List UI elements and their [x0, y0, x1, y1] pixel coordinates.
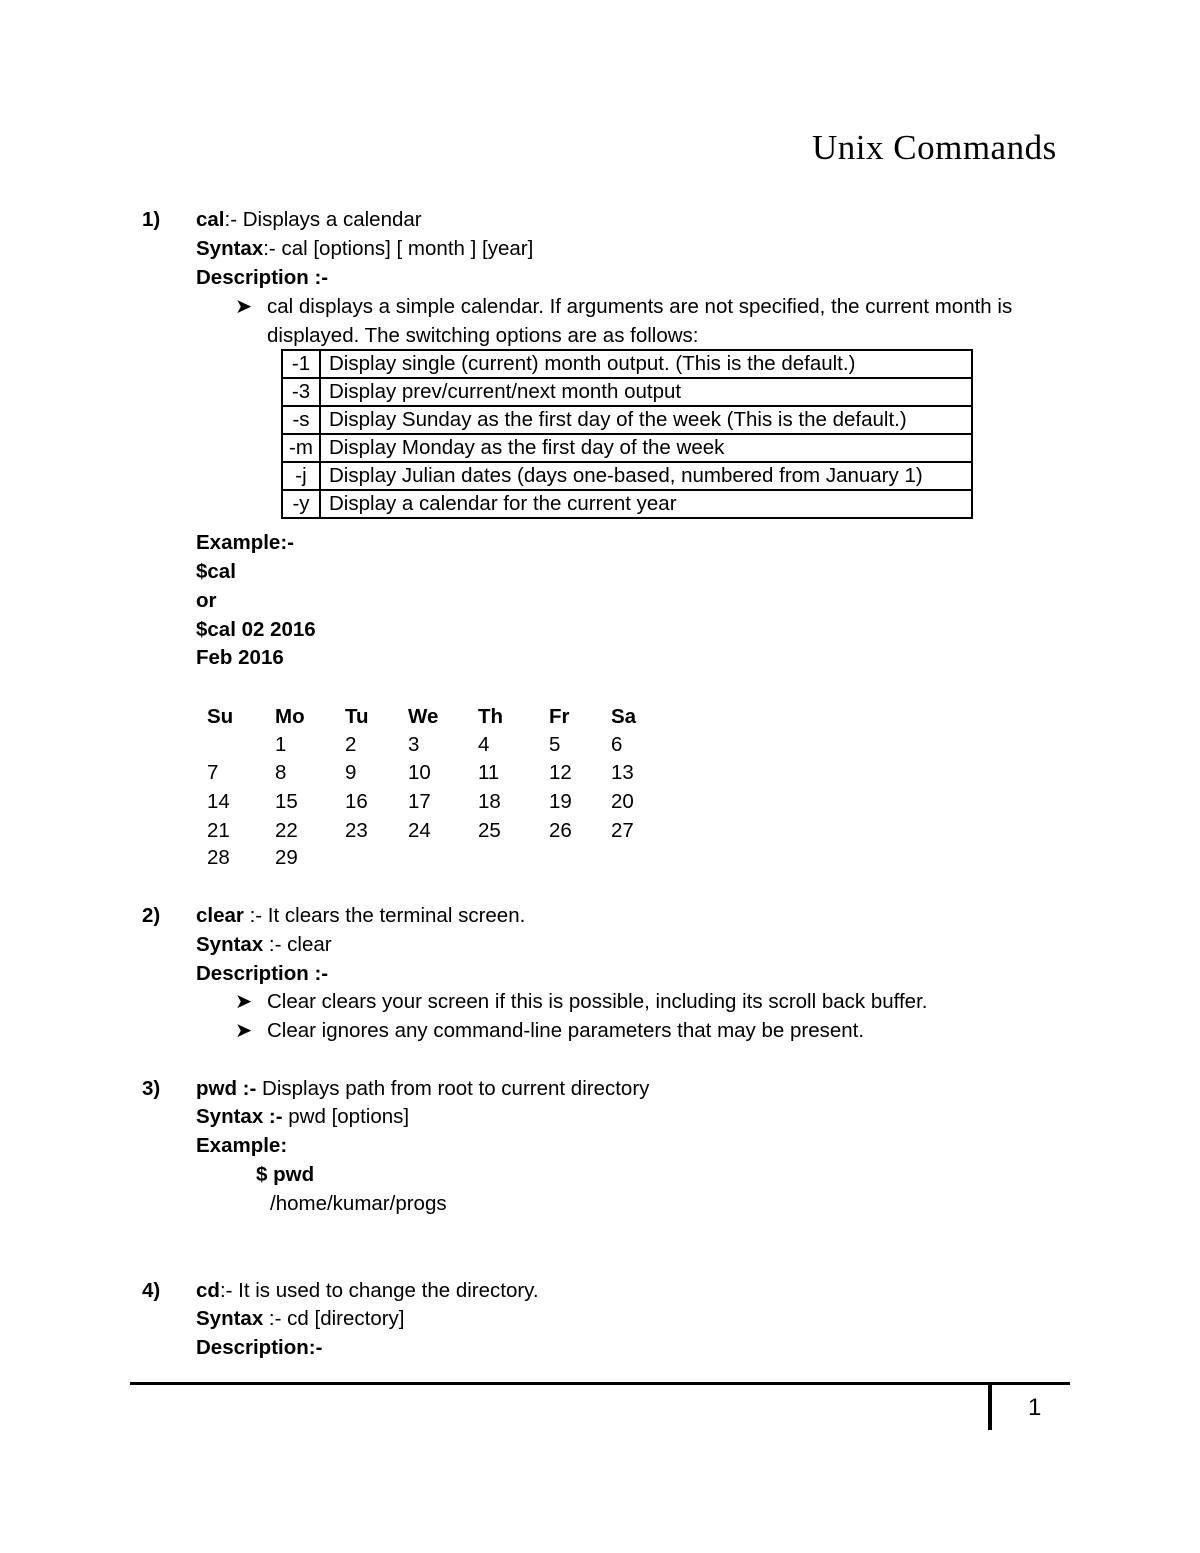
table-row — [282, 350, 972, 378]
syntax-text: pwd [options] — [282, 1105, 410, 1128]
example-line: $cal 02 2016 — [196, 618, 316, 641]
cal-heading — [196, 205, 422, 234]
calendar-day: 3 — [408, 733, 420, 756]
calendar-day: 19 — [549, 790, 572, 813]
calendar-day: 15 — [275, 790, 298, 813]
syntax-text: :- cd [directory] — [263, 1307, 405, 1330]
calendar-day: 1 — [275, 733, 287, 756]
pwd-command: $ pwd — [256, 1163, 315, 1186]
example-line: $cal — [196, 560, 236, 583]
syntax-text: :- clear — [263, 933, 332, 956]
syntax-label: Syntax — [196, 237, 264, 260]
cal-desc: :- Displays a calendar — [224, 208, 422, 231]
arrow-bullet-icon: ➤ — [235, 295, 253, 318]
calendar-day: 29 — [275, 846, 298, 869]
option-text: Display Monday as the first day of the week — [320, 434, 972, 462]
calendar-day: 14 — [207, 790, 230, 813]
footer-divider — [130, 1382, 1070, 1385]
calendar-day: 6 — [611, 733, 623, 756]
option-text: Display single (current) month output. (This is the default.) — [320, 350, 972, 378]
calendar-header: We — [408, 705, 439, 728]
option-flag: -s — [282, 406, 320, 434]
table-row — [282, 490, 972, 518]
calendar-header: Sa — [611, 705, 637, 728]
calendar-day: 7 — [207, 761, 219, 784]
cal-bullet-line2: displayed. The switching options are as follows: — [267, 324, 699, 347]
cal-syntax — [196, 234, 533, 263]
page-title: Unix Commands — [812, 128, 1057, 167]
syntax-text: :- cal [options] [ month ] [year] — [263, 237, 534, 260]
pwd-name: pwd :- — [196, 1077, 257, 1100]
cd-name: cd — [196, 1279, 220, 1302]
calendar-day: 4 — [478, 733, 490, 756]
cal-example-label: Example:- — [196, 531, 294, 554]
table-row — [282, 406, 972, 434]
clear-desc: :- It clears the terminal screen. — [243, 904, 526, 927]
option-text: Display Julian dates (days one-based, numbered from January 1) — [320, 462, 972, 490]
cal-bullet-line1: cal displays a simple calendar. If arguments are not specified, the current month is — [267, 295, 1013, 318]
calendar-day: 28 — [207, 846, 230, 869]
calendar-day: 2 — [345, 733, 357, 756]
section-number-cd: 4) — [142, 1279, 161, 1302]
example-line: or — [196, 589, 217, 612]
calendar-day: 12 — [549, 761, 572, 784]
option-flag: -1 — [282, 350, 320, 378]
cal-description-label: Description :- — [196, 266, 329, 289]
calendar-header: Th — [478, 705, 504, 728]
options-table — [281, 349, 973, 519]
pwd-output: /home/kumar/progs — [270, 1192, 447, 1215]
section-number-pwd: 3) — [142, 1077, 161, 1100]
footer-vertical-bar — [988, 1385, 992, 1430]
calendar-day: 10 — [408, 761, 431, 784]
arrow-bullet-icon: ➤ — [235, 990, 253, 1013]
cd-syntax — [196, 1304, 405, 1333]
syntax-label: Syntax — [196, 1307, 264, 1330]
cd-description-label: Description:- — [196, 1336, 323, 1359]
page-number: 1 — [1028, 1394, 1042, 1421]
pwd-syntax — [196, 1102, 409, 1131]
calendar-day: 11 — [478, 761, 500, 784]
calendar-day: 17 — [408, 790, 431, 813]
section-number-cal: 1) — [142, 208, 161, 231]
clear-bullet: Clear ignores any command-line parameters that may be present. — [267, 1019, 865, 1042]
calendar-header: Fr — [549, 705, 570, 728]
table-row — [282, 378, 972, 406]
calendar-day: 25 — [478, 819, 501, 842]
calendar-day: 13 — [611, 761, 634, 784]
option-flag: -j — [282, 462, 320, 490]
clear-description-label: Description :- — [196, 962, 329, 985]
option-text: Display a calendar for the current year — [320, 490, 972, 518]
calendar-day: 26 — [549, 819, 572, 842]
calendar-header: Mo — [275, 705, 305, 728]
calendar-day: 16 — [345, 790, 368, 813]
calendar-header: Tu — [345, 705, 369, 728]
clear-syntax — [196, 930, 332, 959]
option-text: Display Sunday as the first day of the week (This is the default.) — [320, 406, 972, 434]
cd-heading — [196, 1276, 539, 1305]
calendar-day: 18 — [478, 790, 501, 813]
option-text: Display prev/current/next month output — [320, 378, 972, 406]
option-flag: -3 — [282, 378, 320, 406]
calendar-day: 22 — [275, 819, 298, 842]
option-flag: -m — [282, 434, 320, 462]
clear-bullet: Clear clears your screen if this is possible, including its scroll back buffer. — [267, 990, 928, 1013]
table-row — [282, 462, 972, 490]
pwd-desc: Displays path from root to current directory — [256, 1077, 650, 1100]
calendar-day: 20 — [611, 790, 634, 813]
calendar-day: 5 — [549, 733, 561, 756]
clear-name: clear — [196, 904, 244, 927]
calendar-day: 9 — [345, 761, 357, 784]
calendar-day: 27 — [611, 819, 634, 842]
calendar-day: 23 — [345, 819, 368, 842]
section-number-clear: 2) — [142, 904, 161, 927]
cd-desc: :- It is used to change the directory. — [219, 1279, 539, 1302]
table-row — [282, 434, 972, 462]
syntax-label: Syntax — [196, 933, 264, 956]
calendar-day: 8 — [275, 761, 287, 784]
clear-heading — [196, 901, 525, 930]
calendar-day: 24 — [408, 819, 431, 842]
arrow-bullet-icon: ➤ — [235, 1019, 253, 1042]
cal-name: cal — [196, 208, 225, 231]
calendar-header: Su — [207, 705, 234, 728]
syntax-label: Syntax :- — [196, 1105, 283, 1128]
pwd-heading — [196, 1074, 649, 1103]
pwd-example-label: Example: — [196, 1134, 288, 1157]
example-line: Feb 2016 — [196, 646, 284, 669]
option-flag: -y — [282, 490, 320, 518]
calendar-day: 21 — [207, 819, 230, 842]
